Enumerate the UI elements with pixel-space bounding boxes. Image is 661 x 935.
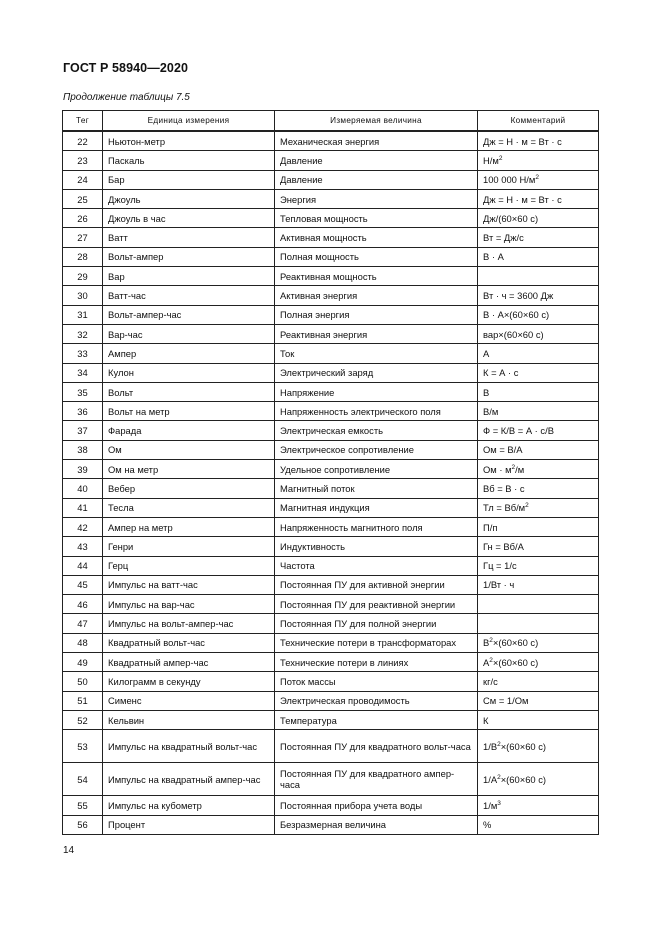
cell-quantity: Индуктивность xyxy=(275,537,478,556)
table-row xyxy=(63,653,599,672)
cell-comment xyxy=(478,672,599,691)
cell-tag: 52 xyxy=(63,710,103,729)
table-caption: Продолжение таблицы 7.5 xyxy=(63,92,190,103)
comment-text: 1/Вт · ч xyxy=(483,579,515,591)
comment-text: А xyxy=(483,347,490,359)
comment-text: Гц = 1/с xyxy=(483,560,517,572)
cell-comment xyxy=(478,595,599,614)
cell-tag: 22 xyxy=(63,131,103,151)
table-row xyxy=(63,537,599,556)
cell-unit: Герц xyxy=(103,556,275,575)
table-row xyxy=(63,305,599,324)
comment-superscript: 2 xyxy=(535,174,539,182)
cell-unit: Генри xyxy=(103,537,275,556)
cell-quantity: Полная мощность xyxy=(275,247,478,266)
cell-tag: 27 xyxy=(63,228,103,247)
cell-comment xyxy=(478,479,599,498)
table-row xyxy=(63,730,599,763)
cell-comment xyxy=(478,730,599,763)
cell-unit: Ампер на метр xyxy=(103,517,275,536)
cell-unit: Тесла xyxy=(103,498,275,517)
table-row xyxy=(63,710,599,729)
cell-comment xyxy=(478,815,599,834)
cell-comment xyxy=(478,324,599,343)
cell-quantity: Давление xyxy=(275,170,478,189)
cell-comment xyxy=(478,537,599,556)
cell-tag: 29 xyxy=(63,267,103,286)
comment-text: 1/А xyxy=(483,773,498,785)
table-row xyxy=(63,796,599,815)
table-row xyxy=(63,247,599,266)
table-row xyxy=(63,575,599,594)
comment-text: 100 000 Н/м xyxy=(483,174,536,186)
cell-comment xyxy=(478,614,599,633)
comment-superscript: 2 xyxy=(511,463,516,471)
cell-quantity: Постоянная ПУ для квадратного вольт-часа xyxy=(275,730,478,763)
cell-comment xyxy=(478,267,599,286)
table-row xyxy=(63,672,599,691)
comment-superscript: 2 xyxy=(497,773,501,781)
cell-quantity: Реактивная энергия xyxy=(275,324,478,343)
comment-text: вар×(60×60 с) xyxy=(483,328,544,340)
cell-comment xyxy=(478,575,599,594)
comment-text: К xyxy=(483,714,489,726)
cell-comment xyxy=(478,151,599,170)
cell-unit: Ампер xyxy=(103,344,275,363)
cell-quantity: Магнитная индукция xyxy=(275,498,478,517)
table-row xyxy=(63,440,599,459)
comment-suffix: ×(60×60 с) xyxy=(492,656,539,668)
page-number: 14 xyxy=(63,845,75,856)
cell-tag: 32 xyxy=(63,324,103,343)
cell-comment xyxy=(478,247,599,266)
table-row xyxy=(63,189,599,208)
cell-unit: Импульс на ватт-час xyxy=(103,575,275,594)
cell-comment xyxy=(478,517,599,536)
column-header-tag: Тег xyxy=(63,111,103,132)
comment-suffix: ×(60×60 с) xyxy=(500,773,547,785)
table-row xyxy=(63,498,599,517)
table-row xyxy=(63,460,599,479)
cell-comment xyxy=(478,344,599,363)
cell-tag: 41 xyxy=(63,498,103,517)
comment-superscript: 3 xyxy=(497,799,501,807)
cell-tag: 24 xyxy=(63,170,103,189)
table-row xyxy=(63,131,599,151)
cell-quantity: Напряженность электрического поля xyxy=(275,402,478,421)
cell-quantity: Полная энергия xyxy=(275,305,478,324)
cell-quantity: Удельное сопротивление xyxy=(275,460,478,479)
cell-quantity: Напряженность магнитного поля xyxy=(275,517,478,536)
column-header-unit: Единица измерения xyxy=(103,111,275,132)
table-header-row xyxy=(63,111,599,132)
cell-quantity: Безразмерная величина xyxy=(275,815,478,834)
cell-quantity: Постоянная ПУ для активной энергии xyxy=(275,575,478,594)
cell-unit: Вар xyxy=(103,267,275,286)
cell-unit: Килограмм в секунду xyxy=(103,672,275,691)
cell-quantity: Температура xyxy=(275,710,478,729)
comment-text: Ом · м xyxy=(483,463,512,475)
cell-tag: 28 xyxy=(63,247,103,266)
cell-quantity: Электрическое сопротивление xyxy=(275,440,478,459)
cell-unit: Импульс на квадратный ампер-час xyxy=(103,763,275,796)
cell-quantity: Механическая энергия xyxy=(275,131,478,151)
cell-comment xyxy=(478,653,599,672)
table-row xyxy=(63,595,599,614)
cell-tag: 34 xyxy=(63,363,103,382)
cell-comment xyxy=(478,382,599,401)
table-row xyxy=(63,479,599,498)
comment-text: Ом = В/А xyxy=(483,444,523,456)
cell-comment xyxy=(478,189,599,208)
cell-tag: 53 xyxy=(63,730,103,763)
cell-comment xyxy=(478,633,599,652)
cell-quantity: Технические потери в трансформаторах xyxy=(275,633,478,652)
table-body xyxy=(63,131,599,834)
comment-text: В · А×(60×60 с) xyxy=(483,309,550,321)
cell-tag: 33 xyxy=(63,344,103,363)
cell-tag: 25 xyxy=(63,189,103,208)
cell-quantity: Электрическая емкость xyxy=(275,421,478,440)
cell-comment xyxy=(478,460,599,479)
comment-text: Дж = Н · м = Вт · с xyxy=(483,135,562,147)
cell-unit: Джоуль xyxy=(103,189,275,208)
cell-quantity: Постоянная ПУ для квадратного ампер-часа xyxy=(275,763,478,796)
comment-text: 1/м xyxy=(483,799,498,811)
table-row xyxy=(63,517,599,536)
cell-unit: Джоуль в час xyxy=(103,209,275,228)
table-row xyxy=(63,633,599,652)
comment-superscript: 2 xyxy=(497,740,501,748)
units-table xyxy=(62,110,599,835)
comment-superscript: 2 xyxy=(525,502,529,510)
cell-tag: 44 xyxy=(63,556,103,575)
table-row xyxy=(63,556,599,575)
comment-text: 1/В xyxy=(483,740,498,752)
comment-text: К = А · с xyxy=(483,367,519,379)
cell-quantity: Реактивная мощность xyxy=(275,267,478,286)
comment-suffix: ×(60×60 с) xyxy=(492,637,539,649)
cell-unit: Импульс на квадратный вольт-час xyxy=(103,730,275,763)
comment-text: П/п xyxy=(483,521,498,533)
table-row xyxy=(63,151,599,170)
cell-quantity: Ток xyxy=(275,344,478,363)
table-row xyxy=(63,402,599,421)
cell-unit: Вольт xyxy=(103,382,275,401)
cell-unit: Вар-час xyxy=(103,324,275,343)
comment-text: Ф = К/В = А · с/В xyxy=(483,425,554,437)
cell-unit: Сименс xyxy=(103,691,275,710)
comment-text: А xyxy=(483,656,490,668)
table-row xyxy=(63,421,599,440)
cell-quantity: Электрическая проводимость xyxy=(275,691,478,710)
cell-comment xyxy=(478,691,599,710)
comment-text: В · А xyxy=(483,251,504,263)
cell-quantity: Тепловая мощность xyxy=(275,209,478,228)
comment-text: В/м xyxy=(483,405,499,417)
comment-superscript: 2 xyxy=(489,637,493,645)
cell-quantity: Постоянная ПУ для полной энергии xyxy=(275,614,478,633)
comment-text: Гн = Вб/А xyxy=(483,540,524,552)
table-row xyxy=(63,209,599,228)
comment-superscript: 2 xyxy=(489,656,493,664)
cell-quantity: Магнитный поток xyxy=(275,479,478,498)
cell-unit: Вольт-ампер-час xyxy=(103,305,275,324)
cell-comment xyxy=(478,363,599,382)
cell-quantity: Поток массы xyxy=(275,672,478,691)
cell-unit: Паскаль xyxy=(103,151,275,170)
comment-text: Вб = В · с xyxy=(483,482,525,494)
cell-comment xyxy=(478,440,599,459)
cell-tag: 31 xyxy=(63,305,103,324)
comment-text: Вт · ч = 3600 Дж xyxy=(483,290,554,302)
table-row xyxy=(63,614,599,633)
cell-unit: Вольт на метр xyxy=(103,402,275,421)
cell-unit: Ом xyxy=(103,440,275,459)
cell-tag: 51 xyxy=(63,691,103,710)
comment-text: В xyxy=(483,386,490,398)
cell-quantity: Частота xyxy=(275,556,478,575)
cell-tag: 35 xyxy=(63,382,103,401)
cell-tag: 38 xyxy=(63,440,103,459)
cell-quantity: Энергия xyxy=(275,189,478,208)
cell-unit: Квадратный вольт-час xyxy=(103,633,275,652)
cell-comment xyxy=(478,170,599,189)
cell-unit: Импульс на вольт-ампер-час xyxy=(103,614,275,633)
cell-quantity: Постоянная ПУ для реактивной энергии xyxy=(275,595,478,614)
cell-tag: 30 xyxy=(63,286,103,305)
table-row xyxy=(63,267,599,286)
cell-tag: 42 xyxy=(63,517,103,536)
cell-quantity: Электрический заряд xyxy=(275,363,478,382)
comment-text: Дж = Н · м = Вт · с xyxy=(483,193,562,205)
cell-tag: 47 xyxy=(63,614,103,633)
table-row xyxy=(63,170,599,189)
cell-comment xyxy=(478,556,599,575)
cell-quantity: Активная мощность xyxy=(275,228,478,247)
cell-quantity: Технические потери в линиях xyxy=(275,653,478,672)
table-row xyxy=(63,382,599,401)
table-row xyxy=(63,763,599,796)
comment-text: См = 1/Ом xyxy=(483,695,529,707)
cell-unit: Ватт-час xyxy=(103,286,275,305)
comment-suffix: ×(60×60 с) xyxy=(500,740,547,752)
cell-tag: 39 xyxy=(63,460,103,479)
cell-quantity: Напряжение xyxy=(275,382,478,401)
cell-unit: Ватт xyxy=(103,228,275,247)
cell-tag: 26 xyxy=(63,209,103,228)
cell-tag: 49 xyxy=(63,653,103,672)
cell-tag: 40 xyxy=(63,479,103,498)
cell-tag: 46 xyxy=(63,595,103,614)
comment-text: % xyxy=(483,819,492,831)
table-row xyxy=(63,363,599,382)
cell-tag: 50 xyxy=(63,672,103,691)
cell-tag: 56 xyxy=(63,815,103,834)
cell-comment xyxy=(478,796,599,815)
cell-comment xyxy=(478,402,599,421)
cell-tag: 36 xyxy=(63,402,103,421)
cell-unit: Квадратный ампер-час xyxy=(103,653,275,672)
cell-tag: 23 xyxy=(63,151,103,170)
cell-comment xyxy=(478,498,599,517)
document-title: ГОСТ Р 58940—2020 xyxy=(63,61,189,75)
cell-tag: 43 xyxy=(63,537,103,556)
cell-unit: Импульс на кубометр xyxy=(103,796,275,815)
table-row xyxy=(63,286,599,305)
cell-comment xyxy=(478,710,599,729)
cell-unit: Кельвин xyxy=(103,710,275,729)
cell-quantity: Постоянная прибора учета воды xyxy=(275,796,478,815)
cell-tag: 55 xyxy=(63,796,103,815)
table-row xyxy=(63,691,599,710)
cell-unit: Фарада xyxy=(103,421,275,440)
cell-comment xyxy=(478,286,599,305)
comment-text: Тл = Вб/м xyxy=(483,502,526,514)
comment-text: В xyxy=(483,637,490,649)
cell-unit: Кулон xyxy=(103,363,275,382)
cell-unit: Импульс на вар-час xyxy=(103,595,275,614)
comment-text: кг/с xyxy=(483,675,498,687)
comment-text: Вт = Дж/с xyxy=(483,232,524,244)
comment-text: Н/м xyxy=(483,154,499,166)
cell-quantity: Активная энергия xyxy=(275,286,478,305)
cell-tag: 54 xyxy=(63,763,103,796)
cell-comment xyxy=(478,763,599,796)
table-row xyxy=(63,228,599,247)
comment-superscript: 2 xyxy=(498,154,503,162)
cell-comment xyxy=(478,131,599,151)
cell-unit: Ньютон-метр xyxy=(103,131,275,151)
table-row xyxy=(63,344,599,363)
cell-unit: Процент xyxy=(103,815,275,834)
table-row xyxy=(63,324,599,343)
cell-unit: Бар xyxy=(103,170,275,189)
column-header-quantity: Измеряемая величина xyxy=(275,111,478,132)
comment-text: Дж/(60×60 с) xyxy=(483,212,539,224)
table-row xyxy=(63,815,599,834)
cell-comment xyxy=(478,228,599,247)
cell-comment xyxy=(478,209,599,228)
column-header-comment: Комментарий xyxy=(478,111,599,132)
cell-tag: 45 xyxy=(63,575,103,594)
cell-unit: Вольт-ампер xyxy=(103,247,275,266)
cell-comment xyxy=(478,421,599,440)
cell-comment xyxy=(478,305,599,324)
cell-unit: Ом на метр xyxy=(103,460,275,479)
cell-unit: Вебер xyxy=(103,479,275,498)
cell-tag: 48 xyxy=(63,633,103,652)
comment-suffix: /м xyxy=(515,463,525,475)
cell-tag: 37 xyxy=(63,421,103,440)
cell-quantity: Давление xyxy=(275,151,478,170)
